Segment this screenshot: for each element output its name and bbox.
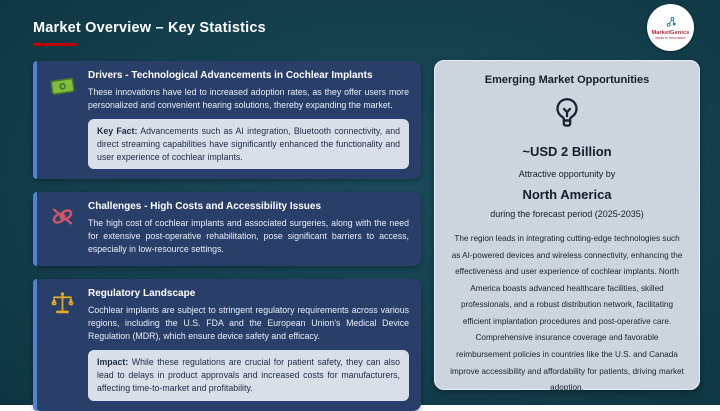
forecast-period: during the forecast period (2025-2035): [490, 209, 644, 219]
fact-label: Impact:: [97, 357, 129, 368]
header: [33, 20, 266, 46]
market-value: ~USD 2 Billion: [522, 144, 612, 159]
panel-title: Emerging Market Opportunities: [484, 74, 650, 86]
key-statistics-column: [33, 61, 421, 411]
drivers-card: [33, 61, 421, 179]
fact-label: Key Fact:: [97, 126, 138, 137]
fact-text: While these regulations are crucial for patient safety, they can also lead to delays in product approvals and increased costs for manufacturers, affecting time-to-market and profitability.: [97, 357, 400, 393]
logo-name: MarketGenics: [651, 30, 690, 36]
region-name: North America: [522, 187, 612, 202]
title-underline: [33, 43, 77, 46]
lightbulb-icon: [549, 95, 585, 131]
page-title: Market Overview – Key Statistics: [33, 20, 266, 36]
balance-scale-icon: [49, 288, 77, 400]
key-fact-box: [88, 119, 409, 169]
card-body: Cochlear implants are subject to stringent regulatory requirements across various regions, including the U.S. FDA and the European Union's Medical Device Regulation (MDR), which ensure device safety and efficacy.: [88, 305, 409, 342]
broken-link-icon: [49, 201, 77, 256]
logo-tagline: Ideas to Innovation: [655, 36, 686, 40]
fact-text: Advancements such as AI integration, Bluetooth connectivity, and direct streaming capabilities have significantly enhanced the functionality and user experience of cochlear implants.: [97, 126, 400, 162]
emerging-opportunities-panel: [434, 60, 700, 393]
marketgenics-logo: [647, 4, 694, 51]
card-accent-bar: [33, 192, 37, 266]
region-description: The region leads in integrating cutting-edge technologies such as AI-powered devices and wireless connectivity, enhancing the effectiveness and user experience of cochlear implants. North America boasts advanced healthcare facilities, skilled professionals, and a robust distribution network, facilitating efficient implantation procedures and post-operative care. Comprehensive insurance coverage and favorable reimbursement policies in countries like the U.S. and Canada improve accessibility and affordability for patients, driving market adoption.: [450, 234, 684, 393]
challenges-card: [33, 192, 421, 266]
impact-box: [88, 350, 409, 400]
card-title: Challenges - High Costs and Accessibility Issues: [88, 201, 322, 213]
card-title: Drivers - Technological Advancements in Cochlear Implants: [88, 70, 373, 81]
card-body: The high cost of cochlear implants and associated surgeries, along with the need for extensive post-operative rehabilitation, pose significant barriers to access, especially in low-resource settings.: [88, 218, 409, 255]
regulatory-card: [33, 279, 421, 410]
card-accent-bar: [33, 61, 37, 179]
card-body: These innovations have led to increased adoption rates, as they offer users more personalized and convenient hearing solutions, thereby expanding the market.: [88, 87, 409, 111]
money-icon: [49, 70, 77, 169]
molecule-icon: [664, 15, 678, 29]
card-accent-bar: [33, 279, 37, 410]
opportunity-subtitle: Attractive opportunity by: [518, 169, 616, 179]
card-title: Regulatory Landscape: [88, 288, 196, 300]
